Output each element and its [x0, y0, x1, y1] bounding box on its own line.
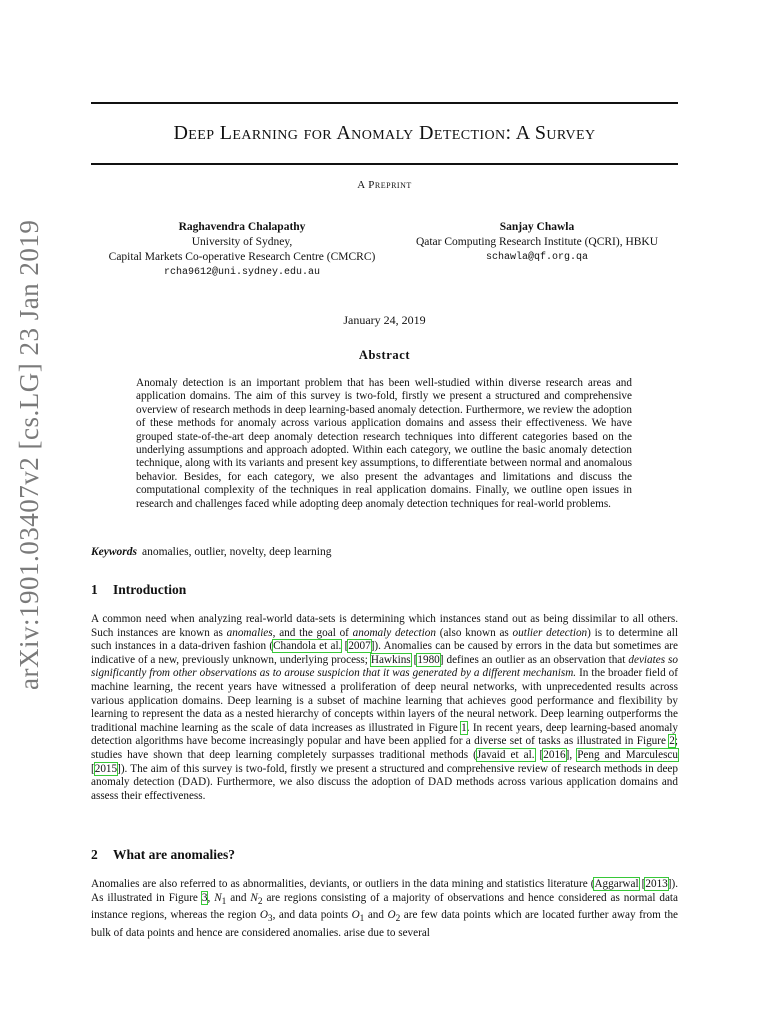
section-heading-what-are-anomalies: [91, 847, 678, 863]
abstract-heading: Abstract: [358, 348, 411, 362]
text-run: [: [341, 640, 349, 653]
math-symbol: N: [250, 891, 258, 904]
author-name: Sanjay Chawla: [499, 221, 575, 233]
text-run: [: [638, 878, 646, 890]
figure-link[interactable]: 3: [201, 891, 208, 904]
author-name: Raghavendra Chalapathy: [178, 221, 306, 233]
preprint-label: A Preprint: [357, 179, 412, 191]
text-run: ]). Anomalies can be caused by errors in the data but sometimes are indicative of a new, previously unknown, underlying process;: [91, 640, 678, 666]
author-affiliation: Capital Markets Co-operative Research Centre (CMCRC): [108, 251, 376, 263]
citation-link[interactable]: 2015: [94, 762, 118, 775]
text-run: Anomalies are also referred to as abnormalities, deviants, or outliers in the data mining and statistics literature (: [91, 878, 595, 890]
citation-link[interactable]: Javaid et al.: [476, 748, 535, 761]
introduction-paragraph: [91, 613, 678, 803]
author-affiliation: Qatar Computing Research Institute (QCRI), HBKU: [415, 236, 659, 248]
keywords-label: Keywords: [91, 546, 137, 558]
text-run: ,: [207, 891, 215, 904]
citation-link[interactable]: Peng and Marculescu: [577, 748, 678, 761]
math-symbol: O: [387, 909, 396, 922]
figure-link[interactable]: 2: [669, 735, 675, 748]
emphasis-text: anomalies: [226, 626, 273, 639]
text-run: and: [364, 909, 388, 922]
anomalies-paragraph: [91, 878, 678, 941]
citation-link[interactable]: 1980: [417, 653, 440, 666]
text-run: , and data points: [272, 909, 352, 922]
math-symbol: N: [214, 891, 222, 904]
math-subscript: 2: [257, 896, 263, 907]
citation-link[interactable]: Hawkins: [370, 653, 411, 666]
section-number: 1: [91, 582, 98, 597]
text-run: ] defines an outlier as an observation that: [439, 653, 629, 666]
text-run: are regions consisting of a majority of observations and hence considered as normal data instance regions, whereas the region: [91, 891, 678, 922]
text-run: . In recent years, deep learning-based anomaly detection algorithms have become increasingly popular and have been applied for a diverse set of tasks as illustrated in Figure: [91, 721, 679, 748]
section-title: Introduction: [113, 582, 187, 597]
section-number: 2: [91, 847, 98, 862]
text-run: [: [91, 762, 95, 775]
math-subscript: 1: [359, 914, 365, 925]
text-run: ]). As illustrated in Figure: [91, 878, 678, 904]
math-subscript: 1: [221, 896, 227, 907]
arxiv-identifier-stamp: arXiv:1901.03407v2 [cs.LG] 23 Jan 2019: [14, 219, 44, 690]
emphasis-text: deviates so significantly from other observations as to arouse suspicion that it was generated by a different mechanism.: [91, 653, 678, 680]
text-run: (also known as: [435, 626, 513, 639]
keywords-list: anomalies, outlier, novelty, deep learning: [142, 546, 332, 558]
text-run: ]). The aim of this survey is two-fold, firstly we present a structured and comprehensive review of research methods in deep anomaly detection (DAD). Furthermore, we also discuss the adoption of DAD methods across various application domains and assess their effectiveness.: [91, 762, 678, 802]
text-run: [: [534, 748, 544, 761]
citation-link[interactable]: Aggarwal: [594, 878, 639, 890]
text-run: and: [226, 891, 251, 904]
paper-title: Deep Learning for Anomaly Detection: A Survey: [173, 122, 596, 144]
author-block-2: [398, 220, 676, 265]
math-subscript: 3: [267, 914, 273, 925]
text-run: [: [410, 653, 418, 666]
citation-link[interactable]: 2013: [645, 878, 668, 890]
author-email[interactable]: schawla@qf.org.qa: [485, 252, 589, 263]
title-rule-bottom: [91, 163, 678, 165]
text-run: In the broader field of machine learning, the recent years have witnessed a proliferation of deep neural networks, with unprecedented results across various application domains. Deep learning is a subset of machine learning that achieves good performance and flexibility by learning to represent the data as a nested hierarchy of concepts within layers of the neural network. Deep learning outperforms the traditional machine learning as the scale of data increases as illustrated in Figure: [91, 667, 678, 734]
text-run: ; studies have shown that deep learning completely surpasses traditional methods (: [91, 735, 678, 761]
author-block-1: [92, 220, 392, 280]
title-rule-top: [91, 102, 678, 104]
author-email[interactable]: rcha9612@uni.sydney.edu.au: [163, 267, 321, 278]
citation-link[interactable]: Chandola et al.: [273, 640, 342, 653]
citation-link[interactable]: 2007: [348, 640, 371, 653]
math-symbol: O: [351, 909, 360, 922]
abstract-body: Anomaly detection is an important problem that has been well-studied within diverse research areas and application domains. The aim of this survey is two-fold, firstly we present a structured and comprehensive overview of research methods in deep learning-based anomaly detection. Furthermore, we review the adoption of these methods for anomaly across various application domains and assess their effectiveness. We have grouped state-of-the-art deep anomaly detection research techniques into different categories based on the underlying assumptions and approach adopted. Within each category, we outline the basic anomaly detection technique, along with its variants and present key assumptions, to differentiate between normal and anomalous behavior. Besides, for each category, we also present the advantages and limitations and discuss the computational complexity of the techniques in real application domains. Finally, we outline open issues in research and challenges faced while adopting deep anomaly detection techniques for real-world problems.: [136, 377, 632, 510]
math-symbol: O: [259, 909, 268, 922]
section-heading-introduction: [91, 582, 678, 598]
text-run: are few data points which are located further away from the bulk of data points and hence are considered anomalies. arise due to several: [91, 909, 679, 940]
keywords-line: [91, 546, 678, 558]
text-run: , and the goal of: [272, 626, 353, 639]
text-run: ) is to determine all such instances in a data-driven fashion (: [91, 626, 678, 653]
section-title: What are anomalies?: [113, 847, 235, 862]
citation-link[interactable]: 2016: [543, 748, 566, 761]
text-run: A common need when analyzing real-world data-sets is determining which instances stand out as being dissimilar to all others. Such instances are known as: [91, 613, 678, 639]
publication-date: January 24, 2019: [343, 313, 426, 327]
author-affiliation: University of Sydney,: [191, 236, 293, 248]
emphasis-text: outlier detection: [512, 626, 588, 639]
emphasis-text: anomaly detection: [352, 626, 436, 639]
math-subscript: 2: [395, 914, 401, 925]
figure-link[interactable]: 1: [461, 721, 467, 734]
text-run: ],: [565, 748, 578, 761]
